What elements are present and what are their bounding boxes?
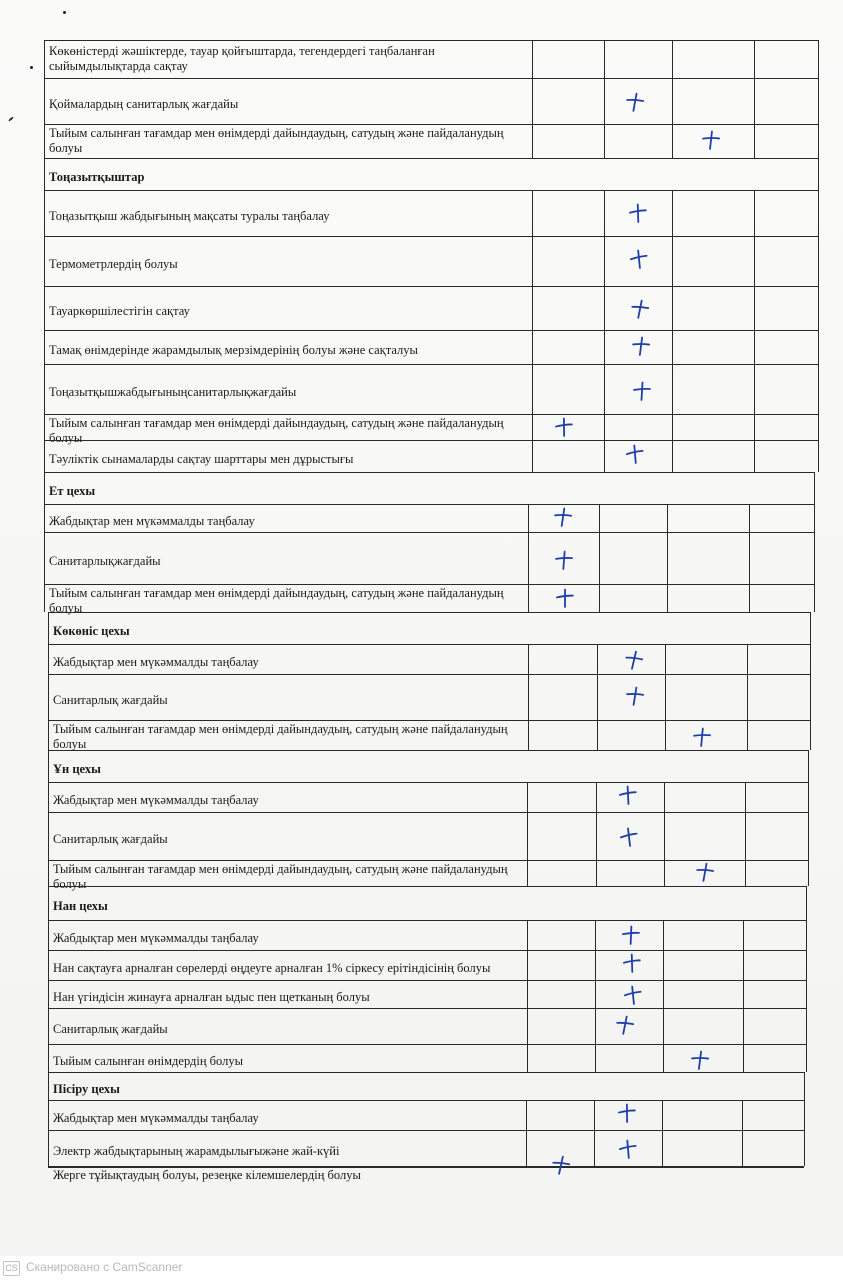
column-divider bbox=[528, 532, 529, 584]
criterion-label: Тыйым салынған тағамдар мен өнімдерді дайындаудың, сатудың және пайдаланудың bbox=[49, 126, 504, 140]
column-divider bbox=[528, 504, 529, 532]
column-divider bbox=[754, 236, 755, 286]
table-border bbox=[44, 440, 45, 472]
column-divider bbox=[532, 414, 533, 440]
table-border bbox=[48, 1130, 49, 1166]
handwritten-plus-mark bbox=[700, 129, 722, 151]
table-border bbox=[818, 236, 819, 286]
table-border bbox=[806, 1008, 807, 1044]
column-divider bbox=[743, 950, 744, 980]
criterion-label: Тыйым салынған тағамдар мен өнімдерді дайындаудың, сатудың және пайдаланудың bbox=[49, 416, 504, 430]
column-divider bbox=[532, 330, 533, 364]
column-divider bbox=[663, 1044, 664, 1072]
column-divider bbox=[597, 720, 598, 750]
column-divider bbox=[532, 40, 533, 78]
column-divider bbox=[745, 812, 746, 860]
camscanner-logo-icon: CS bbox=[3, 1261, 20, 1276]
table-border bbox=[806, 920, 807, 950]
column-divider bbox=[672, 364, 673, 414]
table-border bbox=[48, 812, 49, 860]
handwritten-plus-mark bbox=[553, 549, 575, 571]
column-divider bbox=[667, 584, 668, 612]
column-divider bbox=[672, 190, 673, 236]
column-divider bbox=[599, 504, 600, 532]
table-border bbox=[44, 504, 45, 532]
column-divider bbox=[604, 440, 605, 472]
handwritten-plus-mark bbox=[624, 91, 646, 113]
column-divider bbox=[604, 286, 605, 330]
column-divider bbox=[532, 440, 533, 472]
criterion-label: Жабдықтар мен мүкәммалды таңбалау bbox=[49, 514, 255, 528]
table-border bbox=[818, 286, 819, 330]
column-divider bbox=[754, 40, 755, 78]
handwritten-plus-mark bbox=[614, 1014, 636, 1036]
table-border bbox=[806, 1044, 807, 1072]
criterion-label: болуы bbox=[53, 737, 87, 751]
column-divider bbox=[662, 1130, 663, 1166]
column-divider bbox=[749, 504, 750, 532]
criterion-label: Жабдықтар мен мүкәммалды таңбалау bbox=[53, 655, 259, 669]
criterion-label: Нан сақтауға арналған сөрелерді өңдеуге арналған 1% сіркесу ерітіндісінің болуы bbox=[53, 961, 491, 975]
column-divider bbox=[604, 190, 605, 236]
column-divider bbox=[672, 440, 673, 472]
column-divider bbox=[527, 1044, 528, 1072]
criterion-label: Көкөністерді жәшіктерде, тауар қойғыштарда, тегендердегі таңбаланған bbox=[49, 44, 435, 58]
criterion-label: Тәуліктік сынамаларды сақтау шарттары мен дұрыстығы bbox=[49, 452, 354, 466]
table-border bbox=[48, 644, 49, 674]
column-divider bbox=[526, 1130, 527, 1166]
criterion-label: Тыйым салынған тағамдар мен өнімдерді дайындаудың, сатудың және пайдаланудың bbox=[53, 862, 508, 876]
criterion-label: Тауаркөршілестігін сақтау bbox=[49, 304, 190, 318]
criterion-label: сыйымдылықтарда сақтау bbox=[49, 59, 188, 73]
scanner-watermark-text: Сканировано с CamScanner bbox=[26, 1260, 183, 1274]
column-divider bbox=[532, 124, 533, 158]
table-border bbox=[44, 584, 45, 612]
column-divider bbox=[604, 364, 605, 414]
column-divider bbox=[742, 1100, 743, 1130]
handwritten-plus-mark bbox=[689, 1049, 711, 1071]
table-border bbox=[806, 886, 807, 920]
scanner-watermark-bar bbox=[0, 1256, 843, 1280]
column-divider bbox=[754, 78, 755, 124]
ink-dot bbox=[30, 66, 33, 69]
table-border bbox=[818, 364, 819, 414]
handwritten-plus-mark bbox=[553, 416, 575, 438]
ink-dot bbox=[63, 11, 66, 14]
column-divider bbox=[663, 920, 664, 950]
table-border bbox=[48, 860, 49, 886]
criterion-label: Электр жабдықтарының жарамдылығыжәне жай-күйі bbox=[53, 1144, 340, 1158]
handwritten-plus-mark bbox=[628, 248, 650, 270]
column-divider bbox=[527, 920, 528, 950]
handwritten-plus-mark bbox=[629, 298, 651, 320]
column-divider bbox=[667, 532, 668, 584]
column-divider bbox=[664, 782, 665, 812]
section-header-row bbox=[44, 472, 814, 505]
table-border bbox=[808, 860, 809, 886]
column-divider bbox=[664, 812, 665, 860]
handwritten-plus-mark bbox=[624, 685, 646, 707]
table-border bbox=[808, 782, 809, 812]
table-border bbox=[810, 720, 811, 750]
column-divider bbox=[604, 78, 605, 124]
column-divider bbox=[526, 1100, 527, 1130]
table-border bbox=[48, 950, 49, 980]
column-divider bbox=[672, 414, 673, 440]
column-divider bbox=[745, 782, 746, 812]
column-divider bbox=[527, 980, 528, 1008]
handwritten-plus-mark bbox=[622, 984, 644, 1006]
table-border bbox=[48, 1072, 49, 1100]
column-divider bbox=[672, 40, 673, 78]
criterion-label: Санитарлық жағдайы bbox=[53, 832, 168, 846]
handwritten-plus-mark bbox=[620, 924, 642, 946]
table-border bbox=[806, 980, 807, 1008]
column-divider bbox=[665, 644, 666, 674]
table-border bbox=[44, 472, 45, 504]
criterion-label: Жабдықтар мен мүкәммалды таңбалау bbox=[53, 1111, 259, 1125]
section-header-row bbox=[44, 158, 818, 191]
table-border bbox=[814, 504, 815, 532]
column-divider bbox=[754, 440, 755, 472]
table-border bbox=[44, 124, 45, 158]
table-border bbox=[44, 190, 45, 236]
criterion-label: Нан үгіндісін жинауға арналған ыдыс пен щетканың болуы bbox=[53, 990, 370, 1004]
table-border bbox=[44, 330, 45, 364]
handwritten-plus-mark bbox=[691, 726, 713, 748]
column-divider bbox=[747, 674, 748, 720]
column-divider bbox=[599, 532, 600, 584]
table-border bbox=[48, 886, 49, 920]
column-divider bbox=[594, 1130, 595, 1166]
handwritten-plus-mark bbox=[617, 1138, 639, 1160]
handwritten-plus-mark bbox=[694, 861, 716, 883]
column-divider bbox=[597, 644, 598, 674]
column-divider bbox=[527, 950, 528, 980]
criterion-label: Тоңазытқышжабдығыныңсанитарлықжағдайы bbox=[49, 385, 297, 399]
section-header-row bbox=[48, 750, 808, 783]
section-title: Ұн цехы bbox=[53, 762, 101, 776]
table-border bbox=[44, 364, 45, 414]
column-divider bbox=[604, 40, 605, 78]
column-divider bbox=[528, 720, 529, 750]
column-divider bbox=[528, 584, 529, 612]
column-divider bbox=[747, 644, 748, 674]
table-border bbox=[818, 440, 819, 472]
column-divider bbox=[532, 364, 533, 414]
column-divider bbox=[745, 860, 746, 886]
table-border bbox=[48, 1044, 49, 1072]
handwritten-plus-mark bbox=[623, 649, 645, 671]
criterion-label: Санитарлықжағдайы bbox=[49, 554, 161, 568]
column-divider bbox=[743, 1044, 744, 1072]
table-border bbox=[804, 1130, 805, 1166]
table-border bbox=[44, 40, 45, 78]
handwritten-plus-mark bbox=[627, 202, 649, 224]
table-border bbox=[814, 472, 815, 504]
handwritten-plus-mark bbox=[550, 1154, 572, 1176]
column-divider bbox=[662, 1100, 663, 1130]
section-title: Ет цехы bbox=[49, 484, 96, 498]
section-title: Пісіру цехы bbox=[53, 1082, 120, 1096]
column-divider bbox=[604, 414, 605, 440]
table-border bbox=[48, 782, 49, 812]
criterion-label: Тыйым салынған өнімдердің болуы bbox=[53, 1054, 244, 1068]
criterion-label: Санитарлық жағдайы bbox=[53, 1022, 168, 1036]
column-divider bbox=[527, 860, 528, 886]
column-divider bbox=[754, 364, 755, 414]
section-title: Тоңазытқыштар bbox=[49, 170, 145, 184]
column-divider bbox=[743, 980, 744, 1008]
table-border bbox=[808, 750, 809, 782]
column-divider bbox=[527, 812, 528, 860]
column-divider bbox=[604, 330, 605, 364]
table-border bbox=[818, 190, 819, 236]
table-border bbox=[814, 584, 815, 612]
column-divider bbox=[594, 1100, 595, 1130]
table-border bbox=[810, 674, 811, 720]
column-divider bbox=[754, 414, 755, 440]
criterion-label: Санитарлық жағдайы bbox=[53, 693, 168, 707]
criterion-label: Тыйым салынған тағамдар мен өнімдерді дайындаудың, сатудың және пайдаланудың bbox=[49, 586, 504, 600]
column-divider bbox=[596, 782, 597, 812]
column-divider bbox=[595, 920, 596, 950]
handwritten-plus-mark bbox=[631, 380, 653, 402]
table-border bbox=[48, 674, 49, 720]
column-divider bbox=[672, 78, 673, 124]
column-divider bbox=[599, 584, 600, 612]
table-border bbox=[818, 40, 819, 78]
table-border bbox=[810, 612, 811, 644]
column-divider bbox=[743, 1008, 744, 1044]
section-title: Нан цехы bbox=[53, 899, 108, 913]
table-border bbox=[48, 980, 49, 1008]
column-divider bbox=[532, 286, 533, 330]
handwritten-plus-mark bbox=[624, 443, 646, 465]
table-border bbox=[48, 612, 49, 644]
criterion-label: Қоймалардың санитарлық жағдайы bbox=[49, 97, 239, 111]
table-border bbox=[48, 1100, 49, 1130]
column-divider bbox=[595, 950, 596, 980]
column-divider bbox=[743, 920, 744, 950]
column-divider bbox=[672, 330, 673, 364]
table-border bbox=[818, 124, 819, 158]
column-divider bbox=[747, 720, 748, 750]
column-divider bbox=[754, 124, 755, 158]
column-divider bbox=[754, 330, 755, 364]
criterion-label: Жабдықтар мен мүкәммалды таңбалау bbox=[53, 793, 259, 807]
table-border bbox=[44, 78, 45, 124]
column-divider bbox=[672, 236, 673, 286]
column-divider bbox=[595, 1044, 596, 1072]
handwritten-plus-mark bbox=[552, 506, 574, 528]
column-divider bbox=[663, 1008, 664, 1044]
table-border bbox=[44, 236, 45, 286]
table-border bbox=[48, 720, 49, 750]
table-border bbox=[804, 1072, 805, 1100]
column-divider bbox=[532, 190, 533, 236]
column-divider bbox=[742, 1130, 743, 1166]
handwritten-plus-mark bbox=[630, 335, 652, 357]
section-title: Көкөніс цехы bbox=[53, 624, 130, 638]
column-divider bbox=[754, 286, 755, 330]
column-divider bbox=[665, 720, 666, 750]
section-header-row bbox=[48, 1072, 804, 1101]
handwritten-plus-mark bbox=[616, 1102, 638, 1124]
column-divider bbox=[604, 124, 605, 158]
column-divider bbox=[672, 286, 673, 330]
criterion-label: болуы bbox=[49, 141, 83, 155]
column-divider bbox=[532, 78, 533, 124]
column-divider bbox=[672, 124, 673, 158]
criterion-label: Тыйым салынған тағамдар мен өнімдерді дайындаудың, сатудың және пайдаланудың bbox=[53, 722, 508, 736]
table-border bbox=[818, 330, 819, 364]
column-divider bbox=[527, 782, 528, 812]
criterion-label: болуы bbox=[53, 877, 87, 891]
table-border bbox=[806, 950, 807, 980]
section-header-row bbox=[48, 612, 810, 645]
table-border bbox=[804, 1100, 805, 1130]
column-divider bbox=[663, 950, 664, 980]
criterion-label: Тамақ өнімдерінде жарамдылық мерзімдерінің болуы және сақталуы bbox=[49, 343, 418, 357]
table-border bbox=[808, 812, 809, 860]
column-divider bbox=[667, 504, 668, 532]
column-divider bbox=[528, 644, 529, 674]
table-border bbox=[44, 414, 45, 440]
table-border bbox=[814, 532, 815, 584]
table-border bbox=[44, 532, 45, 584]
criterion-label: Жерге тұйықтаудың болуы, резеңке кілемшелердің болуы bbox=[53, 1168, 361, 1182]
column-divider bbox=[528, 674, 529, 720]
criterion-label: болуы bbox=[49, 601, 83, 615]
table-border bbox=[48, 750, 49, 782]
table-border bbox=[44, 286, 45, 330]
handwritten-plus-mark bbox=[618, 826, 640, 848]
table-border bbox=[48, 1008, 49, 1044]
column-divider bbox=[665, 674, 666, 720]
column-divider bbox=[604, 236, 605, 286]
column-divider bbox=[595, 1008, 596, 1044]
table-border bbox=[818, 78, 819, 124]
criterion-label: Жабдықтар мен мүкәммалды таңбалау bbox=[53, 931, 259, 945]
column-divider bbox=[527, 1008, 528, 1044]
column-divider bbox=[664, 860, 665, 886]
handwritten-plus-mark bbox=[617, 784, 639, 806]
column-divider bbox=[597, 674, 598, 720]
column-divider bbox=[749, 532, 750, 584]
table-border bbox=[44, 158, 45, 190]
column-divider bbox=[595, 980, 596, 1008]
column-divider bbox=[754, 190, 755, 236]
column-divider bbox=[596, 860, 597, 886]
criterion-label: Термометрлердің болуы bbox=[49, 257, 178, 271]
table-border bbox=[48, 920, 49, 950]
handwritten-plus-mark bbox=[621, 952, 643, 974]
table-border bbox=[818, 414, 819, 440]
table-border bbox=[810, 644, 811, 674]
table-border bbox=[818, 158, 819, 190]
handwritten-plus-mark bbox=[554, 587, 576, 609]
criterion-label: болуы bbox=[49, 431, 83, 445]
section-header-row bbox=[48, 886, 806, 921]
column-divider bbox=[532, 236, 533, 286]
column-divider bbox=[663, 980, 664, 1008]
column-divider bbox=[596, 812, 597, 860]
criterion-label: Тоңазытқыш жабдығының мақсаты туралы таңбалау bbox=[49, 209, 330, 223]
column-divider bbox=[749, 584, 750, 612]
ink-dot bbox=[8, 116, 14, 121]
